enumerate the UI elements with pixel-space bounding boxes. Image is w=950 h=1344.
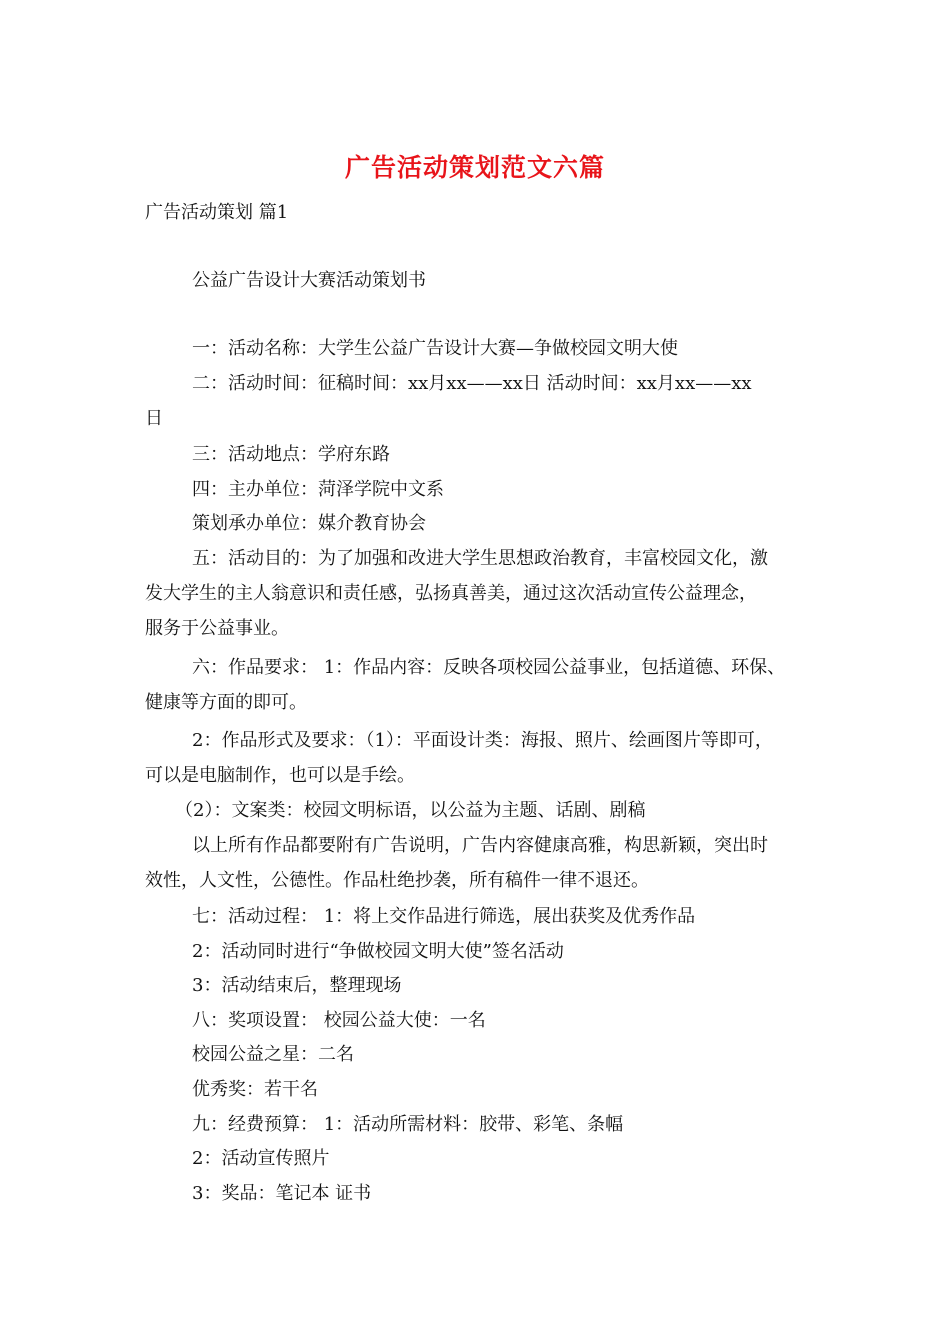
text-line: 3：奖品：笔记本 证书 xyxy=(192,1183,372,1204)
text-line: 发大学生的主人翁意识和责任感，弘扬真善美，通过这次活动宣传公益理念， xyxy=(145,583,757,604)
text-line: 2：活动同时进行“争做校园文明大使”签名活动 xyxy=(192,941,564,962)
text-line: 四：主办单位：菏泽学院中文系 xyxy=(192,479,444,500)
text-line: 2：作品形式及要求：（1）：平面设计类：海报、照片、绘画图片等即可， xyxy=(192,730,773,751)
text-line: 三：活动地点：学府东路 xyxy=(192,444,390,465)
text-line: 校园公益之星：二名 xyxy=(192,1044,354,1065)
text-line: 日 xyxy=(145,408,163,429)
text-line: 效性，人文性，公德性。作品杜绝抄袭，所有稿件一律不退还。 xyxy=(145,870,649,891)
text-line: 五：活动目的：为了加强和改进大学生思想政治教育，丰富校园文化，激 xyxy=(192,548,768,569)
text-line: 一：活动名称：大学生公益广告设计大赛—争做校园文明大使 xyxy=(192,338,678,359)
text-line: 二：活动时间：征稿时间：xx月xx——xx日 活动时间：xx月xx——xx xyxy=(192,373,752,394)
text-line: 优秀奖：若干名 xyxy=(192,1079,318,1100)
text-line: 以上所有作品都要附有广告说明，广告内容健康高雅，构思新颖，突出时 xyxy=(192,835,768,856)
text-line: 六：作品要求： 1：作品内容：反映各项校园公益事业，包括道德、环保、 xyxy=(192,657,786,678)
text-line: 服务于公益事业。 xyxy=(145,618,289,639)
text-line: （2）：文案类：校园文明标语，以公益为主题、话剧、剧稿 xyxy=(175,800,646,821)
text-line: 可以是电脑制作，也可以是手绘。 xyxy=(145,765,415,786)
text-line: 策划承办单位：媒介教育协会 xyxy=(192,513,426,534)
text-line: 3：活动结束后，整理现场 xyxy=(192,975,402,996)
page-title: 广告活动策划范文六篇 xyxy=(344,153,605,182)
section-heading: 广告活动策划 篇1 xyxy=(145,202,289,223)
text-line: 八：奖项设置： 校园公益大使：一名 xyxy=(192,1010,486,1031)
text-line: 2：活动宣传照片 xyxy=(192,1148,330,1169)
text-line: 健康等方面的即可。 xyxy=(145,692,307,713)
text-line: 七：活动过程： 1：将上交作品进行筛选，展出获奖及优秀作品 xyxy=(192,906,696,927)
text-line: 九：经费预算： 1：活动所需材料：胶带、彩笔、条幅 xyxy=(192,1114,624,1135)
document-subtitle: 公益广告设计大赛活动策划书 xyxy=(192,270,426,291)
